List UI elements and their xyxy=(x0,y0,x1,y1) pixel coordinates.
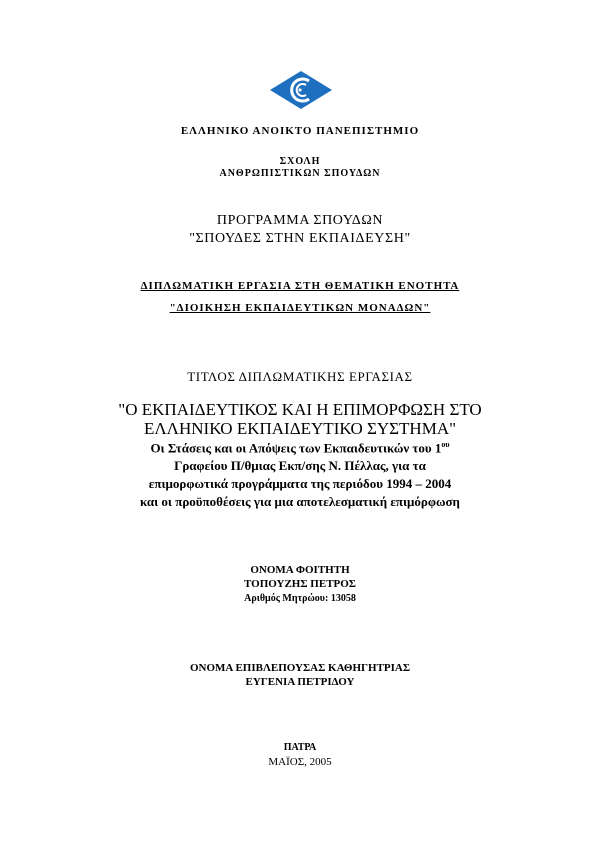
supervisor-label: ΟΝΟΜΑ ΕΠΙΒΛΕΠΟΥΣΑΣ ΚΑΘΗΓΗΤΡΙΑΣ xyxy=(189,662,411,674)
date: ΜΑΪΟΣ, 2005 xyxy=(268,756,332,768)
student-label: ΟΝΟΜΑ ΦΟΙΤΗΤΗ xyxy=(250,564,350,576)
city: ΠΑΤΡΑ xyxy=(283,742,317,753)
thesis-title-line-2: ΕΛΛΗΝΙΚΟ ΕΚΠΑΙΔΕΥΤΙΚΟ ΣΥΣΤΗΜΑ" xyxy=(143,419,457,438)
thesis-unit-name: "ΔΙΟΙΚΗΣΗ ΕΚΠΑΙΔΕΥΤΙΚΩΝ ΜΟΝΑΔΩΝ" xyxy=(169,302,431,314)
thesis-title-heading: ΤΙΤΛΟΣ ΔΙΠΛΩΜΑΤΙΚΗΣ ΕΡΓΑΣΙΑΣ xyxy=(187,369,413,384)
thesis-subtitle-line-4: και οι προϋποθέσεις για μια αποτελεσματική επιμόρφωση xyxy=(140,494,460,509)
thesis-subtitle-line-3: επιμορφωτικά προγράμματα της περιόδου 1994 – 2004 xyxy=(148,476,452,491)
student-registry-number: Αριθμός Μητρώου: 13058 xyxy=(244,593,356,604)
school-label: ΣΧΟΛΗ xyxy=(279,156,321,167)
thesis-title-line-1: "Ο ΕΚΠΑΙΔΕΥΤΙΚΟΣ ΚΑΙ Η ΕΠΙΜΟΡΦΩΣΗ ΣΤΟ xyxy=(118,400,482,419)
program-name: "ΣΠΟΥΔΕΣ ΣΤΗΝ ΕΚΠΑΙΔΕΥΣΗ" xyxy=(189,231,411,246)
student-name: ΤΟΠΟΥΖΗΣ ΠΕΤΡΟΣ xyxy=(244,578,356,590)
supervisor-name: ΕΥΓΕΝΙΑ ΠΕΤΡΙΔΟΥ xyxy=(245,676,355,688)
thesis-subtitle-line-1 xyxy=(0,440,600,456)
subtitle-superscript: ου xyxy=(441,440,450,449)
subtitle-text: Οι Στάσεις και οι Απόψεις των Εκπαιδευτικών του 1 xyxy=(150,440,442,456)
thesis-unit-line: ΔΙΠΛΩΜΑΤΙΚΗ ΕΡΓΑΣΙΑ ΣΤΗ ΘΕΜΑΤΙΚΗ ΕΝΟΤΗΤΑ xyxy=(140,280,460,292)
program-title: ΠΡΟΓΡΑΜΜΑ ΣΠΟΥΔΩΝ xyxy=(216,213,384,228)
university-logo-icon xyxy=(269,70,333,110)
school-name: ΑΝΘΡΩΠΙΣΤΙΚΩΝ ΣΠΟΥΔΩΝ xyxy=(219,168,381,179)
thesis-subtitle-line-2: Γραφείου Π/θμιας Εκπ/σης Ν. Πέλλας, για τα xyxy=(174,458,426,473)
university-name: ΕΛΛΗΝΙΚΟ ΑΝΟΙΚΤΟ ΠΑΝΕΠΙΣΤΗΜΙΟ xyxy=(180,125,420,137)
